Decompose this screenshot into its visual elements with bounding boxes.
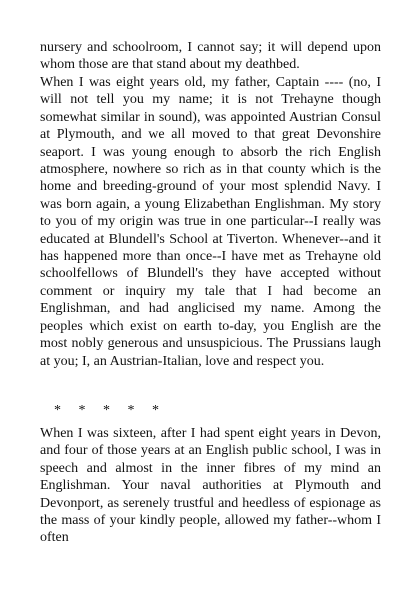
paragraph-text: When I was sixteen, after I had spent eight years in Devon, and four of those years at an English public school, I was in speech and almost in the inner fibres of my mind an Englishman. Your naval authorities at Plymouth and Devonport, as serenely trustful and heedless of espionage as the mass of your kindly people, allowed my father--whom I often [40,426,381,546]
paragraph-age-sixteen [40,425,381,547]
paragraph-text: nursery and schoolroom, I cannot say; it will depend upon whom those are that stand about my deathbed. [40,40,381,73]
section-break-asterisks: * * * * * [40,403,159,418]
paragraph-text: When I was eight years old, my father, Captain ---- (no, I will not tell you my name; it is not Trehayne though somewhat similar in sound), was appointed Austrian Consul at Plymouth, and we all moved to that great Devonshire seaport. I was young enough to absorb the rich English atmosphere, nowhere so rich as in that county which is the home and breeding-ground of your most splendid Navy. I was born again, a young Elizabethan Englishman. My story to you of my origin was true in one particular--I really was educated at Blundell's School at Tiverton. Whenever--and it has happened more than once--I have met as Trehayne old schoolfellows of Blundell's they have accepted without comment or inquiry my tale that I had become an Englishman, and had anglicised my name. Among the peoples which exist on earth to-day, you English are the most nobly generous and unsuspicious. The Prussians laugh at you; I, an Austrian-Italian, love and respect you. [40,75,381,369]
paragraph-continuation [40,39,381,74]
paragraph-consul-plymouth [40,74,381,370]
